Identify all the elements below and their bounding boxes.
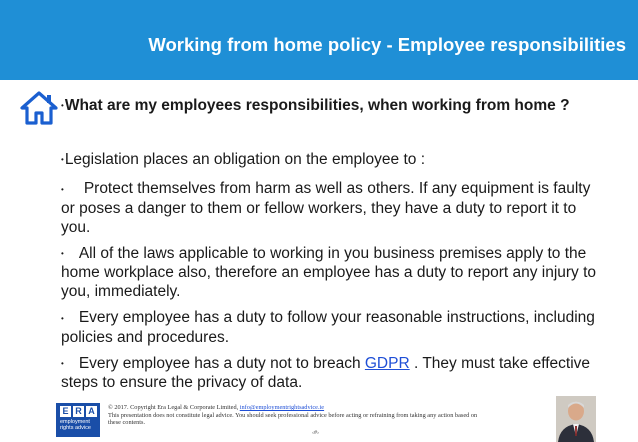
logo-line-2: rights advice <box>60 425 91 431</box>
point-1-text: Protect themselves from harm as well as others. If any equipment is faulty or poses a danger to them or fellow workers, they have a duty to report it to you. <box>61 180 591 236</box>
gdpr-link[interactable]: GDPR <box>364 354 410 372</box>
logo-letter: R <box>73 406 84 417</box>
bullet: • <box>61 249 64 259</box>
point-1 <box>61 179 601 236</box>
intro-text: Legislation places an obligation on the employee to : <box>64 151 426 168</box>
header-bar <box>0 0 638 80</box>
logo-letters <box>60 406 97 417</box>
copyright-text: © 2017. Copyright Era Legal & Corporate Limited, <box>108 404 239 411</box>
copyright-line <box>108 404 478 412</box>
bullet: • <box>61 359 64 369</box>
bullet: • <box>61 155 64 165</box>
point-4-text-before: Every employee has a duty not to breach <box>78 354 361 372</box>
body-text <box>61 150 601 399</box>
presenter-photo <box>556 396 596 442</box>
slide-title: Working from home policy - Employee responsibilities <box>148 34 626 55</box>
point-4-text-after: . They must take effective steps to ensure the privacy of data. <box>61 354 591 392</box>
bullet: • <box>61 313 64 323</box>
footer-text <box>108 404 478 427</box>
point-4 <box>61 354 601 392</box>
bullet: • <box>61 184 64 194</box>
question-heading <box>61 97 570 115</box>
home-icon <box>20 90 58 126</box>
logo-line-1: employment <box>60 419 90 425</box>
point-2-text: All of the laws applicable to working in you business premises apply to the home workplace also, therefore an employee has a duty to report any injury to you, immediately. <box>61 244 597 301</box>
logo-subtitle <box>60 419 91 431</box>
presenter-photo-graphic <box>556 396 596 442</box>
logo-letter: E <box>60 406 71 417</box>
email-link[interactable]: info@employmentrightsadvice.ie <box>239 404 325 411</box>
logo-letter: A <box>86 406 97 417</box>
question-text: What are my employees responsibilities, when working from home ? <box>64 97 570 114</box>
point-3-text: Every employee has a duty to follow your reasonable instructions, including policies and procedures. <box>61 309 595 346</box>
era-logo <box>56 403 100 437</box>
bullet: • <box>61 101 64 111</box>
page-number: ‹#› <box>312 430 319 436</box>
intro-paragraph <box>61 150 601 169</box>
point-2 <box>61 244 601 301</box>
disclaimer-text: This presentation does not constitute legal advice. You should seek professional advice before acting or refraining from taking any action based on these contents. <box>108 411 478 426</box>
point-3 <box>61 308 601 346</box>
